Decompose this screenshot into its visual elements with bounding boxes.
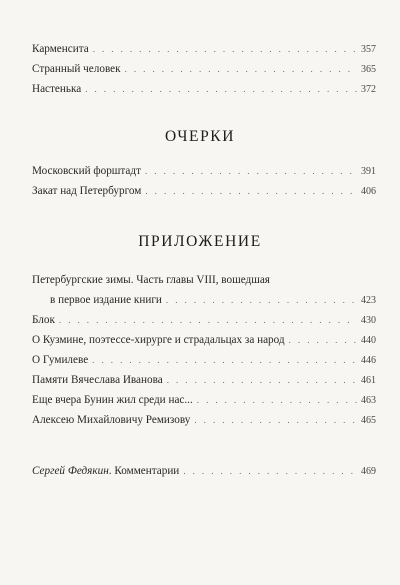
toc-entry-page: 423: [361, 295, 376, 306]
leader-dots: [93, 42, 357, 56]
leader-dots: [145, 184, 357, 198]
section-heading-prilozhenie: ПРИЛОЖЕНИЕ: [138, 233, 262, 250]
toc-entry: [32, 333, 376, 348]
leader-dots: [85, 82, 357, 96]
toc-entry: [32, 42, 376, 57]
toc-entry-title: Закат над Петербургом: [32, 185, 142, 197]
toc-entry-title: Настенька: [32, 83, 82, 95]
toc-entry-title-first-line: Петербургские зимы. Часть главы VIII, вошедшая: [32, 274, 270, 286]
leader-dots: [289, 333, 357, 347]
leader-dots: [183, 464, 357, 478]
toc-entry-page: 365: [361, 64, 376, 75]
toc-entry-page: 440: [361, 335, 376, 346]
leader-dots: [167, 373, 357, 387]
toc-entry: [32, 413, 376, 428]
leader-dots: [166, 293, 357, 307]
toc-entry-title: Еще вчера Бунин жил среди нас...: [32, 394, 193, 406]
toc-entry-title: Алексею Михайловичу Ремизову: [32, 414, 191, 426]
toc-entry: [32, 62, 376, 77]
toc-entry-title: в первое издание книги: [50, 294, 162, 306]
toc-entry-page: 463: [361, 395, 376, 406]
section-heading-ocherki: ОЧЕРКИ: [164, 128, 236, 145]
toc-entry: [32, 164, 376, 179]
toc-entry-title: Странный человек: [32, 63, 121, 75]
toc-entry: [32, 184, 376, 199]
leader-dots: [125, 62, 357, 76]
toc-entry-title: О Кузмине, поэтессе-хирурге и страдальцах за народ: [32, 334, 285, 346]
toc-entry-page: 446: [361, 355, 376, 366]
toc-entry-page: 357: [361, 44, 376, 55]
leader-dots: [59, 313, 357, 327]
toc-entry: [50, 293, 376, 308]
toc-entry-title: О Гумилеве: [32, 354, 89, 366]
toc-entry: [32, 373, 376, 388]
toc-entry-title: Московский форштадт: [32, 165, 141, 177]
toc-entry: [32, 353, 376, 368]
toc-entry-page: 430: [361, 315, 376, 326]
toc-entry: [32, 393, 376, 408]
commentary-author: Сергей Федякин: [32, 465, 109, 477]
toc-entry-title: [32, 464, 179, 478]
toc-entry-title: Карменсита: [32, 43, 89, 55]
toc-entry-page: 469: [361, 466, 376, 477]
leader-dots: [145, 164, 357, 178]
toc-entry: [32, 313, 376, 328]
toc-entry-title: Памяти Вячеслава Иванова: [32, 374, 163, 386]
leader-dots: [92, 353, 357, 367]
toc-entry-page: 406: [361, 186, 376, 197]
toc-entry-page: 465: [361, 415, 376, 426]
toc-entry-title: Блок: [32, 314, 55, 326]
toc-entry-page: 372: [361, 84, 376, 95]
toc-entry: [32, 82, 376, 97]
toc-entry-commentary: [32, 464, 376, 479]
commentary-title: . Комментарии: [108, 465, 180, 477]
toc-entry-page: 461: [361, 375, 376, 386]
leader-dots: [194, 413, 357, 427]
leader-dots: [197, 393, 357, 407]
toc-entry-page: 391: [361, 166, 376, 177]
